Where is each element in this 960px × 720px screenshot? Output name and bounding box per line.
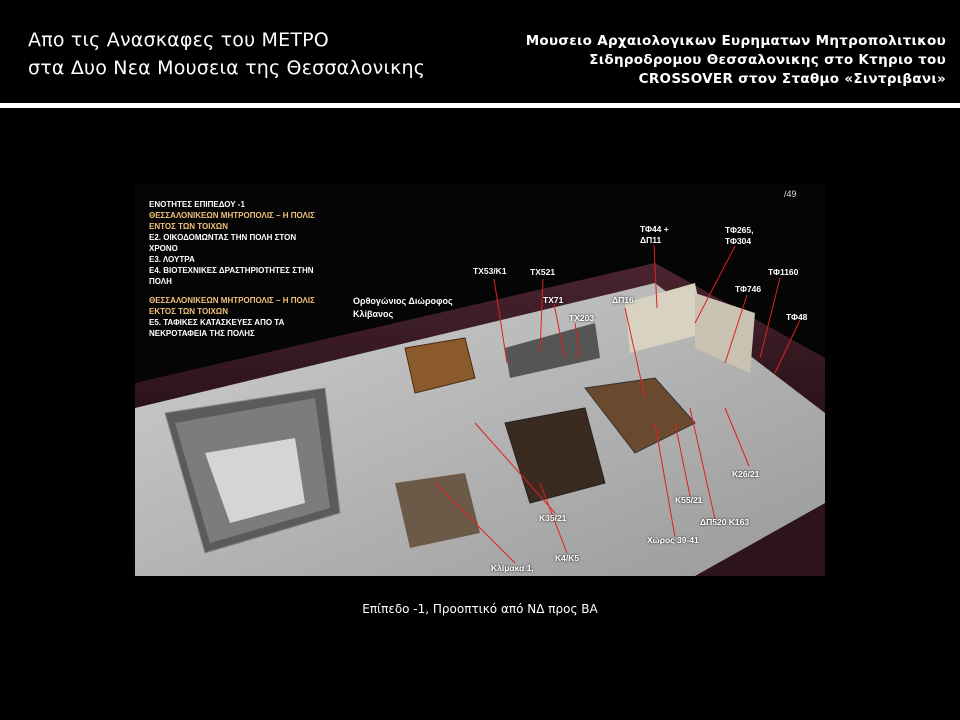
title-line-2: στα Δυο Νεα Μουσεια της Θεσσαλονικης xyxy=(28,57,426,79)
legend-section-2-title-a: ΘΕΣΣΑΛΟΝΙΚΕΩΝ ΜΗΤΡΟΠΟΛΙΣ – Η ΠΟΛΙΣ xyxy=(149,296,315,305)
museum-line-2: Σιδηροδρομου Θεσσαλονικης στο Κτηριο του xyxy=(589,52,946,68)
legend xyxy=(149,199,354,339)
label-tf44-b: ΔΠ11 xyxy=(640,235,662,245)
label-tx71: ΤΧ71 xyxy=(543,295,564,305)
legend-section-1-title-a: ΘΕΣΣΑΛΟΝΙΚΕΩΝ ΜΗΤΡΟΠΟΛΙΣ – Η ΠΟΛΙΣ xyxy=(149,211,315,220)
museum-line-1: Μουσειο Αρχαιολογικων Ευρηματων Μητροπολιτικου xyxy=(525,33,946,49)
museum-line-3: CROSSOVER στον Σταθμο «Σιντριβανι» xyxy=(638,71,946,87)
legend-e4a: Ε4. ΒΙΟΤΕΧΝΙΚΕΣ ΔΡΑΣΤΗΡΙΟΤΗΤΕΣ ΣΤΗΝ xyxy=(149,266,314,275)
label-stair: Κλίμακα 1, xyxy=(491,563,534,573)
label-tf48: ΤΦ48 xyxy=(786,312,808,322)
label-tf1160: ΤΦ1160 xyxy=(768,267,799,277)
legend-e2b: ΧΡΟΝΟ xyxy=(149,244,178,253)
label-tf265-b: ΤΦ304 xyxy=(725,236,752,246)
title-line-1: Απο τις Ανασκαφες του ΜΕΤΡΟ xyxy=(28,29,329,51)
label-dp520: ΔΠ520 Κ163 xyxy=(700,517,750,527)
legend-section-1-title-b: ΕΝΤΟΣ ΤΩΝ ΤΟΙΧΩΝ xyxy=(149,222,228,231)
label-tf44-a: ΤΦ44 + xyxy=(640,224,669,234)
label-kiln-a: Ορθογώνιος Διώροφος xyxy=(353,296,453,306)
label-kiln-b: Κλίβανος xyxy=(353,309,394,319)
label-k26: Κ26/21 xyxy=(732,469,760,479)
label-tx53: ΤΧ53/Κ1 xyxy=(473,266,507,276)
label-k35: Κ35/21 xyxy=(539,513,567,523)
header-divider xyxy=(0,103,960,108)
page-number: /49 xyxy=(784,189,797,199)
label-dp16: ΔΠ16 xyxy=(612,295,634,305)
legend-e5b: ΝΕΚΡΟΤΑΦΕΙΑ ΤΗΣ ΠΟΛΗΣ xyxy=(149,329,255,338)
label-k55: Κ55/21 xyxy=(675,495,703,505)
legend-e3: Ε3. ΛΟΥΤΡΑ xyxy=(149,255,195,264)
museum-title xyxy=(526,32,946,89)
figure-caption: Επίπεδο -1, Προοπτικό από ΝΔ προς ΒΑ xyxy=(362,602,598,616)
legend-e4b: ΠΟΛΗ xyxy=(149,277,172,286)
label-tx521: ΤΧ521 xyxy=(530,267,556,277)
legend-section-2-title-b: ΕΚΤΟΣ ΤΩΝ ΤΟΙΧΩΝ xyxy=(149,307,228,316)
label-k4: Κ4/Κ5 xyxy=(555,553,580,563)
floor-plan-rendering xyxy=(135,183,825,576)
presentation-title xyxy=(28,26,425,82)
legend-e2a: Ε2. ΟΙΚΟΔΟΜΩΝΤΑΣ ΤΗΝ ΠΟΛΗ ΣΤΟΝ xyxy=(149,233,297,242)
legend-heading: ΕΝΟΤΗΤΕΣ ΕΠΙΠΕΔΟΥ -1 xyxy=(149,200,245,209)
label-tx203: ΤΧ203 xyxy=(569,313,595,323)
label-room: Χώρος 39-41 xyxy=(647,535,699,545)
label-tf265-a: ΤΦ265, xyxy=(725,225,754,235)
label-tf746: ΤΦ746 xyxy=(735,284,762,294)
legend-e5a: Ε5. ΤΑΦΙΚΕΣ ΚΑΤΑΣΚΕΥΕΣ ΑΠΟ ΤΑ xyxy=(149,318,285,327)
